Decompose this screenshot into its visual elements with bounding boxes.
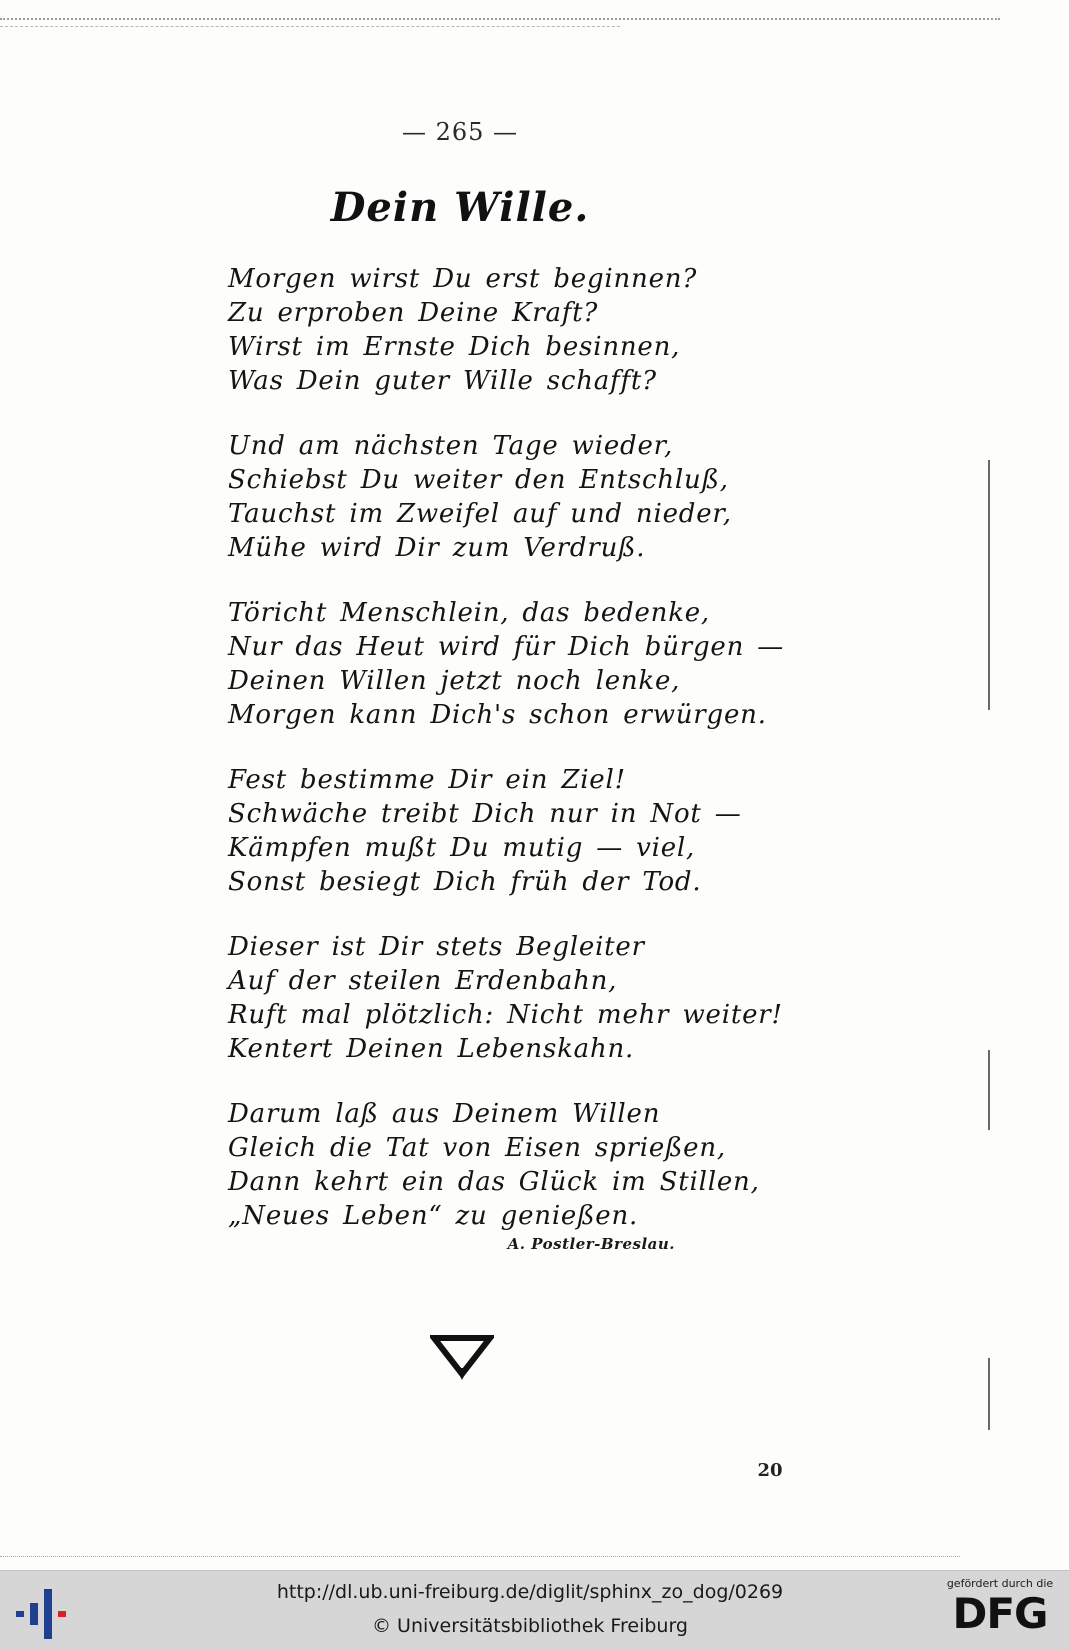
triangle-ornament-icon (430, 1334, 494, 1382)
poem-line: Auf der steilen Erdenbahn, (228, 966, 618, 996)
poem-line: Morgen kann Dich's schon erwürgen. (228, 700, 767, 730)
poem-line: Schiebst Du weiter den Entschluß, (228, 465, 729, 495)
poem-line: Was Dein guter Wille schafft? (228, 366, 657, 396)
poem-line: „Neues Leben“ zu genießen. (228, 1201, 639, 1231)
stanza (228, 262, 728, 398)
scan-edge-line (988, 1358, 990, 1430)
poem-line: Und am nächsten Tage wieder, (228, 431, 674, 461)
poem-title: Dein Wille. (330, 184, 590, 231)
poem-line: Dann kehrt ein das Glück im Stillen, (228, 1167, 760, 1197)
scan-edge-line (988, 1050, 990, 1130)
poem-line: Darum laß aus Deinem Willen (228, 1099, 661, 1129)
poem-line: Kentert Deinen Lebenskahn. (228, 1034, 635, 1064)
stanza (228, 930, 783, 1066)
poem-line: Sonst besiegt Dich früh der Tod. (228, 867, 702, 897)
dfg-logo-text: DFG (952, 1589, 1048, 1638)
poem-line: Ruft mal plötzlich: Nicht mehr weiter! (228, 1000, 783, 1030)
footer-bar (0, 1570, 1069, 1650)
stanza (228, 1097, 760, 1233)
poem-line: Deinen Willen jetzt noch lenke, (228, 666, 681, 696)
poem-line: Schwäche treibt Dich nur in Not — (228, 799, 742, 829)
dfg-logo (935, 1577, 1065, 1647)
signature-mark: 20 (757, 1460, 783, 1481)
poem-line: Morgen wirst Du erst beginnen? (228, 264, 698, 294)
poem-line: Fest bestimme Dir ein Ziel! (228, 765, 626, 795)
poem-line: Dieser ist Dir stets Begleiter (228, 932, 645, 962)
library-logo-icon (12, 1581, 72, 1641)
poem-line: Kämpfen mußt Du mutig — viel, (228, 833, 696, 863)
scan-edge-line (988, 460, 990, 710)
copyright-notice: © Universitätsbibliothek Freiburg (372, 1615, 688, 1637)
poem-line: Tauchst im Zweifel auf und nieder, (228, 499, 732, 529)
poem-line: Gleich die Tat von Eisen sprießen, (228, 1133, 726, 1163)
stanza (228, 429, 732, 565)
scan-artifact-top (0, 18, 1000, 34)
permalink-url[interactable]: http://dl.ub.uni-freiburg.de/diglit/sphinx_zo_dog/0269 (276, 1581, 784, 1603)
dfg-caption: gefördert durch die (946, 1577, 1054, 1590)
author-credit: A. Postler-Breslau. (507, 1235, 675, 1253)
poem-body (228, 262, 785, 1264)
scan-artifact-bottom (0, 1556, 960, 1557)
poem-line: Zu erproben Deine Kraft? (228, 298, 599, 328)
stanza (228, 763, 742, 899)
poem-line: Mühe wird Dir zum Verdruß. (228, 533, 646, 563)
poem-line: Wirst im Ernste Dich besinnen, (228, 332, 681, 362)
poem-line: Töricht Menschlein, das bedenke, (228, 598, 710, 628)
poem-line: Nur das Heut wird für Dich bürgen — (228, 632, 785, 662)
page-number: — 265 — (401, 118, 519, 146)
stanza (228, 596, 785, 732)
